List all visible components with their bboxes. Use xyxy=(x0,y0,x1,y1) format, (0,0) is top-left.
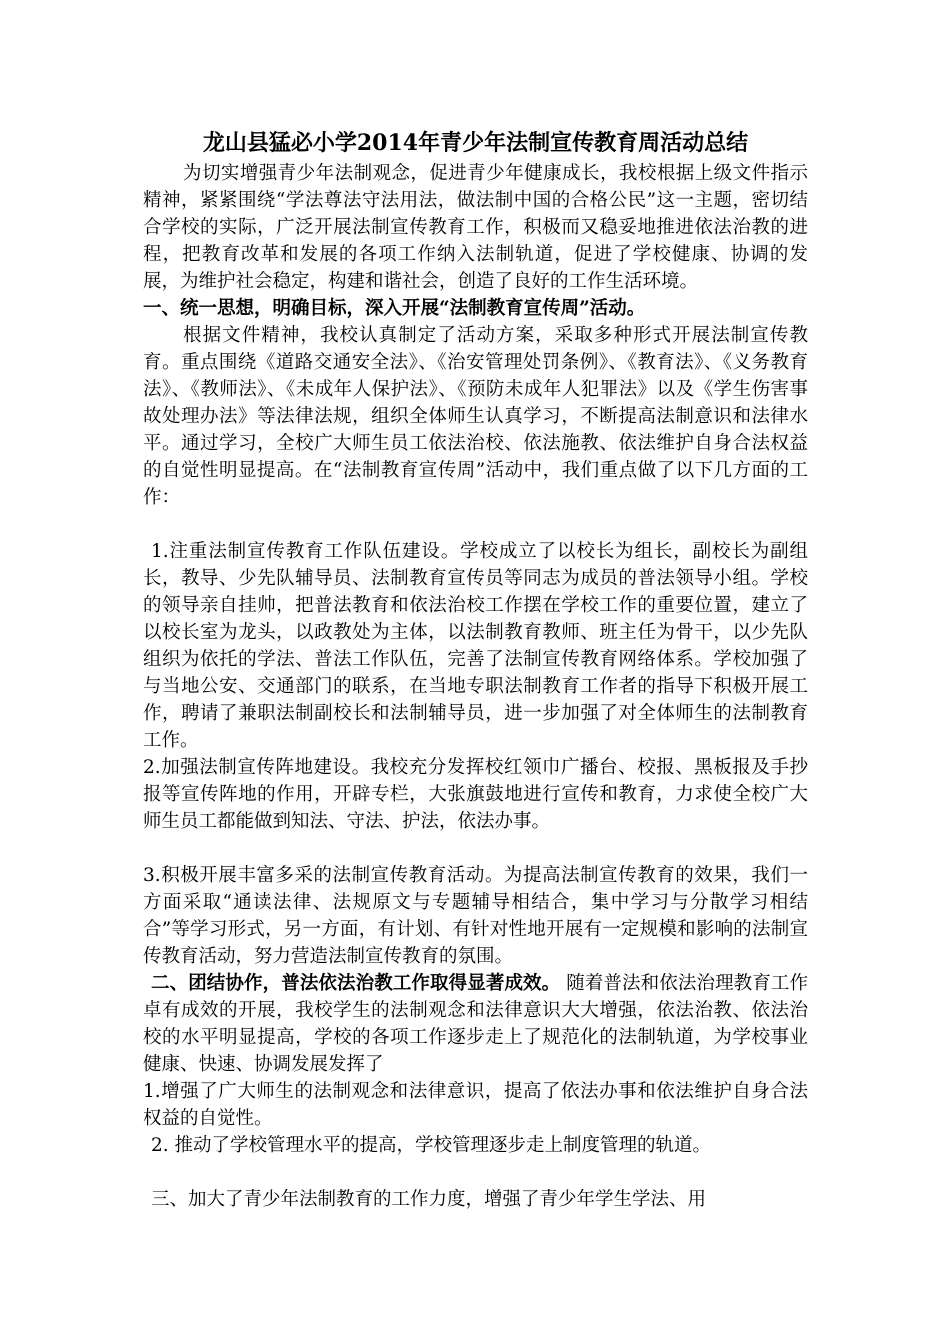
item3-paragraph: 3.积极开展丰富多采的法制宣传教育活动。为提高法制宣传教育的效果，我们一方面采取“通读法律、法规原文与专题辅导相结合，集中学习与分散学习相结合”等学习形式，另一方面，有计划、有针对性地开展有一定规模和影响的法制宣传教育活动，努力营造法制宣传教育的氛围。 xyxy=(143,865,808,967)
section2-heading: 二、团结协作，普法依法治教工作取得显著成效。 xyxy=(151,973,561,994)
section2-paragraph xyxy=(143,970,808,1078)
item2-paragraph: 2.加强法制宣传阵地建设。我校充分发挥校红领巾广播台、校报、黑板报及手抄报等宣传阵地的作用，开辟专栏，大张旗鼓地进行宣传和教育，力求使全校广大师生员工都能做到知法、守法、护法，依法办事。 xyxy=(143,757,808,832)
document-title: 龙山县猛必小学2014年青少年法制宣传教育周活动总结 xyxy=(202,130,749,156)
blank-line xyxy=(143,511,808,538)
section1-body: 根据文件精神，我校认真制定了活动方案，采取多种形式开展法制宣传教育。重点围绕《道路交通安全法》、《治安管理处罚条例》、《教育法》、《义务教育法》、《教师法》、《未成年人保护法》、《预防未成年人犯罪法》以及《学生伤害事故处理办法》等法律法规，组织全体师生认真学习，不断提高法制意识和法律水平。通过学习，全校广大师生员工依法治校、依法施教、依法维护自身合法权益的自觉性明显提高。在“法制教育宣传周”活动中，我们重点做了以下几方面的工作： xyxy=(143,325,808,508)
item1-paragraph: 1.注重法制宣传教育工作队伍建设。学校成立了以校长为组长，副校长为副组长，教导、少先队辅导员、法制教育宣传员等同志为成员的普法领导小组。学校的领导亲自挂帅，把普法教育和依法治校工作摆在学校工作的重要位置，建立了以校长室为龙头，以政教处为主体，以法制教育教师、班主任为骨干，以少先队组织为依托的学法、普法工作队伍，完善了法制宣传教育网络体系。学校加强了与当地公安、交通部门的联系，在当地专职法制教育工作者的指导下积极开展工作，聘请了兼职法制副校长和法制辅导员，进一步加强了对全体师生的法制教育工作。 xyxy=(143,541,808,751)
result1-paragraph: 1.增强了广大师生的法制观念和法律意识，提高了依法办事和依法维护自身合法权益的自觉性。 xyxy=(143,1081,808,1129)
section3-heading: 三、加大了青少年法制教育的工作力度，增强了青少年学生学法、用 xyxy=(151,1189,707,1210)
section2-body: 随着普法和依法治理教育工作卓有成效的开展，我校学生的法制观念和法律意识大大增强，依法治教、依法治校的水平明显提高，学校的各项工作逐步走上了规范化的法制轨道，为学校事业健康、快速、协调发展发挥了 xyxy=(143,973,808,1075)
blank-line xyxy=(143,1159,808,1186)
intro-paragraph: 为切实增强青少年法制观念，促进青少年健康成长，我校根据上级文件指示精神，紧紧围绕“学法尊法守法用法，做法制中国的合格公民”这一主题，密切结合学校的实际，广泛开展法制宣传教育工作，积极而又稳妥地推进依法治教的进程，把教育改革和发展的各项工作纳入法制轨道，促进了学校健康、协调的发展，为维护社会稳定，构建和谐社会，创造了良好的工作生活环境。 xyxy=(143,163,808,292)
blank-line xyxy=(143,835,808,862)
section1-heading: 一、统一思想，明确目标，深入开展“法制教育宣传周”活动。 xyxy=(143,298,646,319)
result2-paragraph: 2. 推动了学校管理水平的提高，学校管理逐步走上制度管理的轨道。 xyxy=(151,1135,712,1156)
document-page xyxy=(143,128,808,1213)
